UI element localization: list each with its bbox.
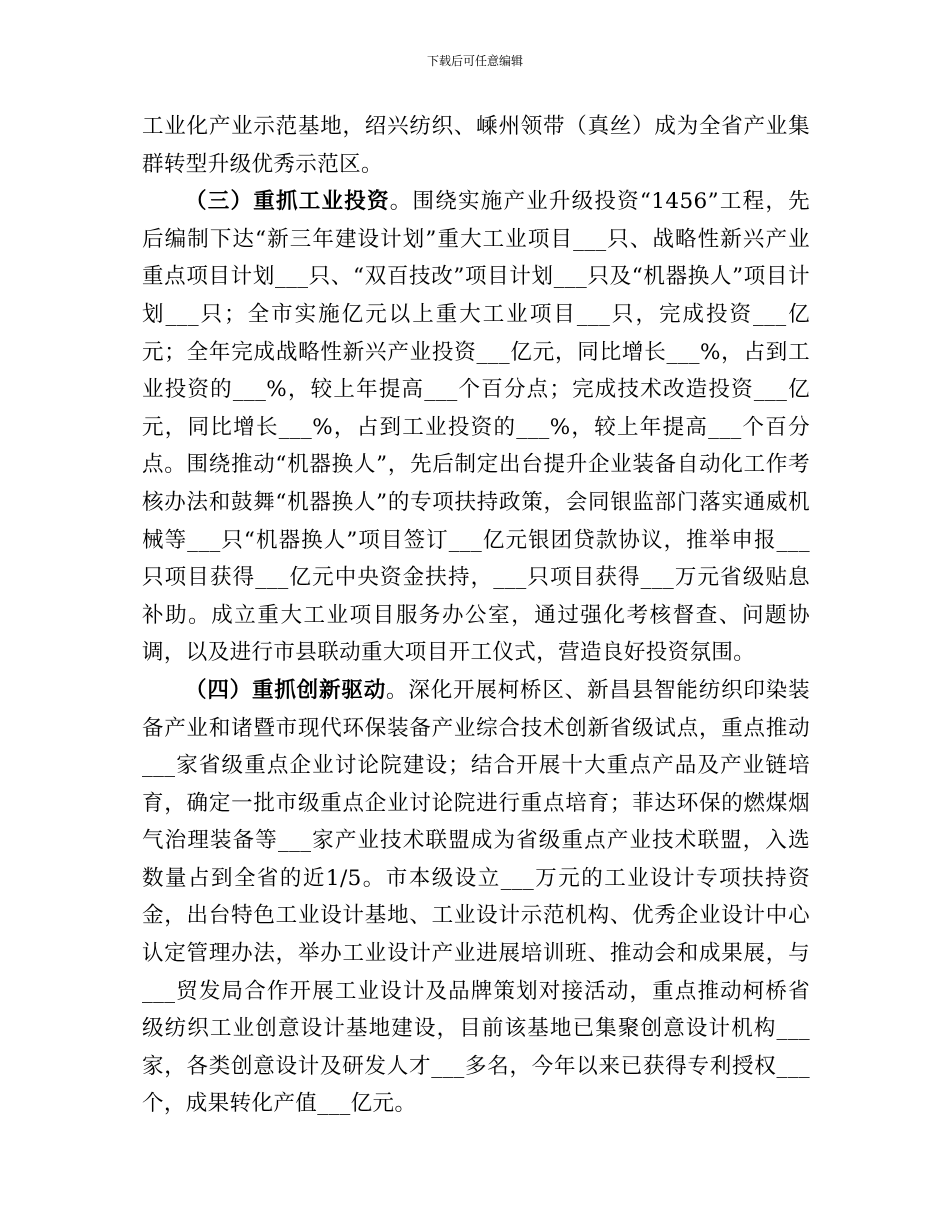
paragraph-text: 。围绕实施产业升级投资“1456”工程，先后编制下达“新三年建设计划”重大工业项目___只、战略性新兴产业重点项目计划___只、“双百技改”项目计划___只及“机器换人”项目计划___只；全市实施亿元以上重大工业项目___只，完成投资___亿元；全年完成战略性新兴产业投资___亿元，同比增长___%，占到工业投资的___%，较上年提高___个百分点；完成技术改造投资___亿元，同比增长___%，占到工业投资的___%，较上年提高___个百分点。围绕推动“机器换人”，先后制定出台提升企业装备自动化工作考核办法和鼓舞“机器换人”的专项扶持政策，会同银监部门落实通威机械等___只“机器换人”项目签订___亿元银团贷款协议，推举申报___只项目获得___亿元中央资金扶持，___只项目获得___万元省级贴息补助。成立重大工业项目服务办公室，通过强化考核督查、问题协调，以及进行市县联动重大项目开工仪式，营造良好投资氛围。 (142, 189, 810, 666)
paragraph-text: 工业化产业示范基地，绍兴纺织、嵊州领带（真丝）成为全省产业集群转型升级优秀示范区。 (142, 114, 810, 177)
paragraph-innovation (142, 672, 810, 1123)
paragraph-text: 。深化开展柯桥区、新昌县智能纺织印染装备产业和诸暨市现代环保装备产业综合技术创新省级试点，重点推动___家省级重点企业讨论院建设；结合开展十大重点产品及产业链培育，确定一批市级重点企业讨论院进行重点培育；菲达环保的燃煤烟气治理装备等___家产业技术联盟成为省级重点产业技术联盟，入选数量占到全省的近1/5。市本级设立___万元的工业设计专项扶持资金，出台特色工业设计基地、工业设计示范机构、优秀企业设计中心认定管理办法，举办工业设计产业进展培训班、推动会和成果展，与___贸发局合作开展工业设计及品牌策划对接活动，重点推动柯桥省级纺织工业创意设计基地建设，目前该基地已集聚创意设计机构___家，各类创意设计及研发人才___多名，今年以来已获得专利授权___个，成果转化产值___亿元。 (142, 677, 810, 1117)
section-heading-innovation: （四）重抓创新驱动 (185, 677, 387, 703)
document-body (142, 108, 810, 1123)
paragraph-continuation (142, 108, 810, 183)
page-header: 下载后可任意编辑 (426, 54, 523, 68)
paragraph-investment (142, 183, 810, 672)
section-heading-investment: （三）重抓工业投资 (185, 189, 390, 215)
